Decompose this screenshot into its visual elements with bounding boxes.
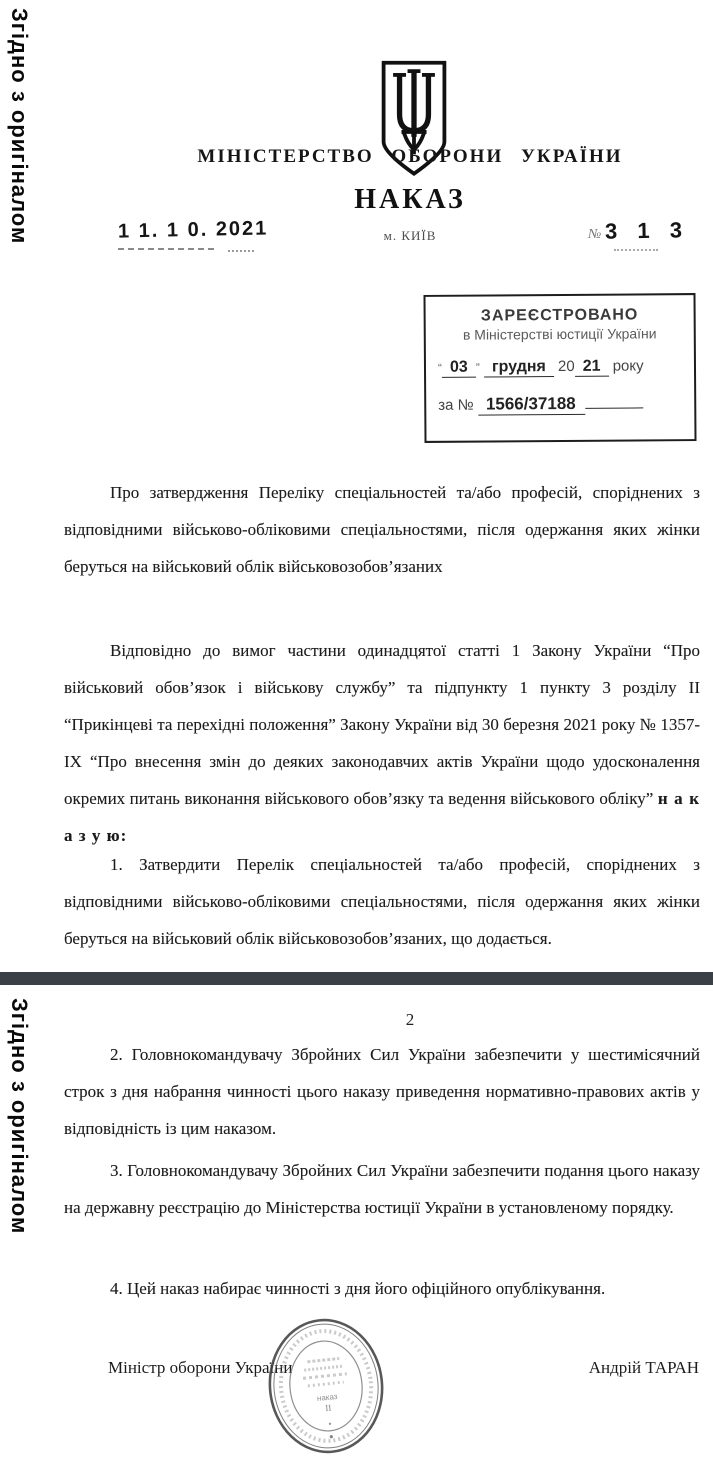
date-underline <box>118 248 214 250</box>
preamble-text: Відповідно до вимог частини одинадцятої статті 1 Закону України “Про військовий обов’язок і військову службу” та підпункту 1 пункту 3 розділу ІІ “Прикінцеві та перехідні положення” Закону України від 30 березня 2021 року № 1357-ІХ “Про внесення змін до деяких законодавчих актів України щодо удосконалення окремих питань виконання військового обов’язку та ведення військового обліку” <box>64 641 700 808</box>
certification-label-page2: Згідно з оригіналом <box>7 998 32 1235</box>
page-break-divider <box>0 972 713 985</box>
registration-date-line <box>438 357 694 378</box>
order-preamble <box>64 632 700 854</box>
registration-month: грудня <box>484 358 554 377</box>
official-seal-icon <box>259 1310 393 1462</box>
order-subject: Про затвердження Переліку спеціальностей та/або професій, споріднених з відповідними військово-обліковими спеціальностями, після одержання яких жінки беруться на військовий облік військовозобов’язаних <box>64 483 700 576</box>
order-item-4: 4. Цей наказ набирає чинності з дня його офіційного опублікування. <box>110 1279 606 1298</box>
order-item-1: 1. Затвердити Перелік спеціальностей та/або професій, споріднених з відповідними військово-обліковими спеціальностями, після одержання яких жінки беруться на військовий облік військовозобов’язаних, що додається. <box>64 855 700 948</box>
quote-open: “ <box>437 360 443 375</box>
order-number <box>588 218 689 244</box>
registration-year-word: року <box>612 357 644 375</box>
registration-century: 20 <box>557 357 575 376</box>
city-label: м. КИЇВ <box>383 228 437 243</box>
registration-number-value: 1566/37188 <box>478 394 586 416</box>
registration-number-line <box>438 393 694 415</box>
registration-number-label: за № <box>438 396 474 414</box>
number-sign: № <box>588 227 602 242</box>
ministry-title: МІНІСТЕРСТВО ОБОРОНИ УКРАЇНИ <box>197 146 623 167</box>
registration-stamp-title: ЗАРЕЄСТРОВАНО <box>480 306 639 325</box>
order-word: н а к а з у ю: <box>64 789 701 845</box>
quote-close: ” <box>475 360 480 375</box>
registration-year: 21 <box>575 358 609 377</box>
seal-word: наказ <box>316 1391 338 1403</box>
signature-title: Міністр оборони України <box>108 1358 293 1377</box>
certification-label-page1: Згідно з оригіналом <box>7 8 32 245</box>
seal-numeral: ІІ <box>324 1402 332 1414</box>
number-underline <box>614 249 658 251</box>
registration-stamp <box>423 293 696 443</box>
registration-underline-extension <box>586 393 644 408</box>
date-stamp: 1 1. 1 0. 2021 <box>117 217 269 243</box>
signature-name: Андрій ТАРАН <box>588 1358 699 1377</box>
registration-day: 03 <box>442 359 476 378</box>
order-item-2: 2. Головнокомандувачу Збройних Сил України забезпечити у шестимісячний строк з дня набрання чинності цього наказу приведення нормативно-правових актів у відповідність із цим наказом. <box>64 1045 700 1138</box>
document-type-title: НАКАЗ <box>354 184 466 215</box>
number-value: 3 1 3 <box>604 217 690 244</box>
order-item-3: 3. Головнокомандувачу Збройних Сил України забезпечити подання цього наказу на державну реєстрацію до Міністерства юстиції України в установленому порядку. <box>64 1161 700 1217</box>
registration-stamp-subtitle: в Міністерстві юстиції України <box>462 325 657 343</box>
page-number: 2 <box>405 1010 415 1029</box>
date-underline-short <box>228 250 254 252</box>
